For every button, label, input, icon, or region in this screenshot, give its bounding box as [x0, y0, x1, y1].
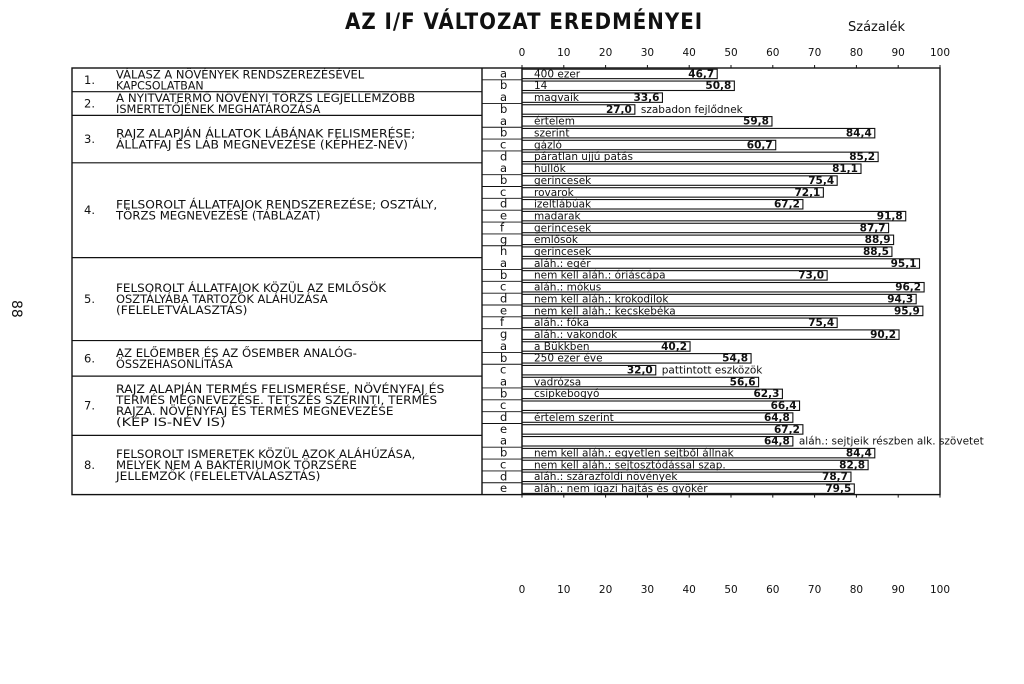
question-text: FELSOROLT ÁLLATFAJOK KÖZÜL AZ EMLŐSÖK — [116, 281, 376, 296]
answer-label: aláh.: vakondok — [534, 328, 618, 341]
bar — [522, 128, 875, 137]
tick-label-top: 60 — [766, 47, 780, 59]
answer-letter: a — [500, 113, 508, 128]
answer-letter: a — [500, 66, 508, 81]
tick-label-bottom: 80 — [849, 584, 864, 596]
question-text: A NYITVATERMŐ NÖVÉNYI TÖRZS LEGJELLEMZŐBB — [116, 91, 407, 106]
tick-label-top: 80 — [849, 47, 864, 59]
bar-value-label: 78,7 — [822, 471, 848, 484]
question-text: KAPCSOLATBAN — [116, 78, 204, 93]
answer-label: nem kell aláh.: sejtosztódással szap. — [534, 459, 726, 472]
answer-label: a Bükkben — [534, 340, 590, 353]
question-number: 6. — [84, 351, 95, 366]
answer-letter: b — [500, 125, 508, 140]
answer-letter: a — [500, 433, 508, 448]
question-number: 7. — [84, 398, 95, 413]
answer-letter: b — [500, 101, 508, 116]
tick-label-top: 30 — [640, 47, 655, 59]
answer-label: 250 ezer éve — [534, 352, 603, 365]
answer-label: gerincesek — [534, 174, 592, 187]
bar-value-label: 32,0 — [626, 364, 653, 377]
answer-letter: a — [500, 90, 508, 105]
answer-label: páratlan ujjú patás — [534, 151, 633, 164]
tick-label-bottom: 10 — [557, 584, 571, 596]
question-text: VÁLASZ A NÖVÉNYEK RENDSZEREZÉSÉVEL — [116, 67, 365, 82]
question-text: ÁLLATFAJ ÉS LÁB MEGNEVEZÉSE (KÉPHEZ-NÉV) — [116, 137, 389, 152]
question-text: TÖRZS MEGNEVEZÉSE (TÁBLÁZAT) — [116, 208, 317, 223]
bar-value-label: 56,6 — [729, 376, 756, 389]
answer-label: magvaik — [534, 91, 579, 104]
answer-letter: c — [500, 279, 507, 294]
answer-label: szerint — [534, 127, 570, 140]
tick-label-top: 50 — [724, 47, 738, 59]
answer-letter: f — [500, 220, 505, 235]
tick-label-top: 40 — [682, 47, 696, 59]
bar-value-label: 64,8 — [763, 411, 790, 424]
bar-value-label: 79,5 — [825, 483, 852, 495]
answer-label: hüllők — [534, 163, 566, 176]
bar-value-label: 95,9 — [893, 305, 920, 318]
answer-letter: a — [500, 255, 508, 270]
bar — [522, 80, 734, 93]
bar-value-label: 46,7 — [688, 68, 715, 81]
tick-label-bottom: 40 — [682, 584, 696, 596]
tick-label-top: 70 — [807, 47, 822, 59]
bar-value-label: 40,2 — [661, 340, 688, 353]
answer-label: aláh.: egér — [534, 257, 591, 270]
bar-value-label: 67,2 — [773, 423, 800, 436]
answer-letter: e — [500, 208, 508, 223]
bar-value-label: 87,7 — [859, 222, 886, 235]
answer-label: gerincesek — [534, 246, 592, 258]
bar-value-label: 84,4 — [845, 127, 872, 140]
bar — [522, 400, 800, 413]
bar-value-label: 27,0 — [605, 103, 632, 116]
answer-label: nem kell aláh.: kecskebéka — [534, 305, 676, 318]
answer-letter: e — [500, 481, 508, 496]
question-text: ÖSSZEHASONLÍTÁSA — [116, 356, 236, 371]
answer-letter: b — [500, 267, 508, 282]
question-text: AZ ELŐEMBER ÉS AZ ŐSEMBER ANALÓG- — [116, 345, 353, 360]
bar-value-label: 33,6 — [633, 91, 660, 104]
answer-letter: g — [500, 232, 508, 247]
bar-value-label: 90,2 — [870, 328, 897, 341]
answer-label: pattintott eszközök — [661, 364, 763, 377]
answer-letter: a — [500, 374, 508, 389]
question-text: FELSOROLT ISMERETEK KÖZÜL AZOK ALÁHÚZÁSA, — [116, 446, 407, 461]
question-text: RAJZA. NÖVÉNYFAJ ÉS TERMÉS MEGNEVEZÉSE — [116, 404, 382, 419]
bar-value-label: 59,8 — [743, 115, 769, 128]
answer-label: ízeltlábúak — [534, 198, 592, 211]
bar-value-label: 50,8 — [705, 80, 732, 93]
bar-value-label: 88,9 — [864, 234, 891, 247]
answer-label: gázló — [534, 139, 562, 152]
answer-letter: e — [500, 303, 508, 318]
answer-letter: c — [500, 398, 507, 413]
answer-label: gerincesek — [534, 222, 592, 235]
question-number: 2. — [84, 96, 95, 111]
tick-label-top: 0 — [518, 47, 526, 59]
answer-label: rovarok — [534, 186, 574, 199]
answer-letter: c — [500, 362, 507, 377]
tick-label-bottom: 20 — [598, 584, 613, 596]
bar-value-label: 60,7 — [746, 139, 773, 152]
bar-value-label: 95,1 — [890, 257, 917, 270]
bar-value-label: 91,8 — [876, 210, 903, 223]
question-text: (FELELETVÁLASZTÁS) — [116, 303, 240, 318]
answer-letter: g — [500, 327, 508, 342]
tick-label-bottom: 0 — [518, 584, 526, 596]
tick-label-bottom: 30 — [640, 584, 655, 596]
bar — [522, 163, 861, 176]
bar-value-label: 72,1 — [794, 186, 821, 199]
question-text: FELSOROLT ÁLLATFAJOK RENDSZEREZÉSE; OSZTÁLY, — [116, 197, 419, 212]
answer-letter: d — [500, 149, 508, 164]
bar-value-label: 62,3 — [753, 388, 780, 401]
bar-value-label: 73,0 — [798, 269, 825, 282]
answer-label: értelem szerint — [534, 411, 614, 424]
question-text: TERMÉS MEGNEVEZÉSE. TETSZÉS SZERINTI, TERMÉS — [116, 393, 423, 408]
tick-label-top: 20 — [598, 47, 613, 59]
question-text: RAJZ ALAPJÁN TERMÉS FELISMERÉSE, NÖVÉNYFAJ ÉS — [116, 382, 418, 397]
answer-letter: c — [500, 184, 507, 199]
bar-value-label: 75,4 — [808, 174, 835, 187]
tick-label-top: 90 — [891, 47, 905, 59]
bar-value-label: 85,2 — [849, 151, 876, 164]
bar-value-label: 94,3 — [887, 293, 914, 306]
answer-label: szabadon fejlődnek — [640, 103, 743, 116]
chart-title: AZ I/F VÁLTOZAT EREDMÉNYEI — [345, 10, 704, 35]
unit-label: Százalék — [848, 20, 905, 35]
answer-label: aláh.: szárazföldi növények — [534, 471, 678, 484]
bar-value-label: 96,2 — [895, 281, 922, 294]
answer-letter: b — [500, 78, 508, 93]
question-text: RAJZ ALAPJÁN ÁLLATOK LÁBÁNAK FELISMERÉSE; — [116, 126, 394, 141]
answer-label: nem kell aláh.: egyetlen sejtből állnak — [534, 447, 734, 460]
question-text: MELYEK NEM A BAKTÉRIUMOK TÖRZSÉRE — [116, 457, 353, 472]
question-text: JELLEMZŐK (FELELETVÁLASZTÁS) — [116, 468, 309, 483]
answer-label: madarak — [534, 210, 581, 223]
answer-letter: b — [500, 386, 508, 401]
question-text: OSZTÁLYÁBA TARTOZÓK ALÁHÚZÁSA — [116, 292, 329, 307]
bar-value-label: 84,4 — [845, 447, 872, 460]
answer-label: nem kell aláh.: krokodilok — [534, 293, 669, 306]
answer-label: 400 ezer — [534, 68, 581, 81]
answer-letter: d — [500, 469, 508, 484]
bar-value-label: 81,1 — [832, 163, 858, 176]
answer-label: 14 — [534, 80, 548, 93]
answer-label: aláh.: sejtjeik részben alk. szövetet — [798, 435, 984, 448]
answer-letter: b — [500, 445, 508, 460]
tick-label-bottom: 70 — [807, 584, 822, 596]
answer-label: aláh.: nem igazi hajtás és gyökér — [534, 483, 708, 495]
question-number: 3. — [84, 132, 95, 147]
tick-label-bottom: 50 — [724, 584, 738, 596]
answer-letter: c — [500, 457, 507, 472]
tick-label-bottom: 60 — [766, 584, 780, 596]
question-number: 8. — [84, 457, 95, 472]
answer-label: értelem — [534, 115, 575, 128]
bar — [522, 425, 803, 434]
answer-letter: e — [500, 421, 508, 436]
page-number: 88 — [8, 300, 24, 318]
answer-label: nem kell aláh.: óriáscápa — [534, 269, 666, 282]
answer-letter: b — [500, 173, 508, 187]
answer-letter: h — [500, 244, 508, 259]
answer-letter: c — [500, 137, 507, 152]
tick-label-top: 10 — [557, 47, 571, 59]
bar-value-label: 54,8 — [722, 352, 749, 365]
bar-value-label: 88,5 — [863, 246, 889, 258]
answer-label: emlősök — [534, 234, 579, 247]
question-number: 5. — [84, 292, 95, 307]
answer-letter: b — [500, 350, 508, 365]
tick-label-bottom: 100 — [929, 584, 951, 596]
answer-letter: a — [500, 161, 508, 176]
bar — [522, 437, 793, 446]
bar-value-label: 75,4 — [808, 317, 835, 330]
question-number: 1. — [84, 72, 95, 87]
answer-letter: d — [500, 196, 508, 211]
answer-label: csipkebogyó — [534, 388, 600, 401]
answer-label: aláh.: mókus — [534, 281, 602, 294]
question-number: 4. — [84, 203, 95, 218]
answer-letter: f — [500, 315, 505, 330]
question-text: ISMERTETŐJÉNEK MEGHATÁROZÁSA — [116, 102, 324, 117]
tick-label-bottom: 90 — [891, 584, 905, 596]
answer-letter: a — [500, 338, 508, 353]
answer-letter: d — [500, 410, 508, 424]
answer-label: vadrózsa — [534, 376, 582, 389]
answer-label: aláh.: fóka — [534, 317, 590, 330]
bar-value-label: 66,4 — [770, 400, 797, 413]
question-text: (KÉP IS-NÉV IS) — [116, 415, 204, 430]
tick-label-top: 100 — [929, 47, 951, 59]
answer-letter: d — [500, 291, 508, 306]
bar-value-label: 67,2 — [773, 198, 800, 211]
bar-value-label: 64,8 — [763, 435, 790, 448]
bar-value-label: 82,8 — [839, 459, 866, 472]
